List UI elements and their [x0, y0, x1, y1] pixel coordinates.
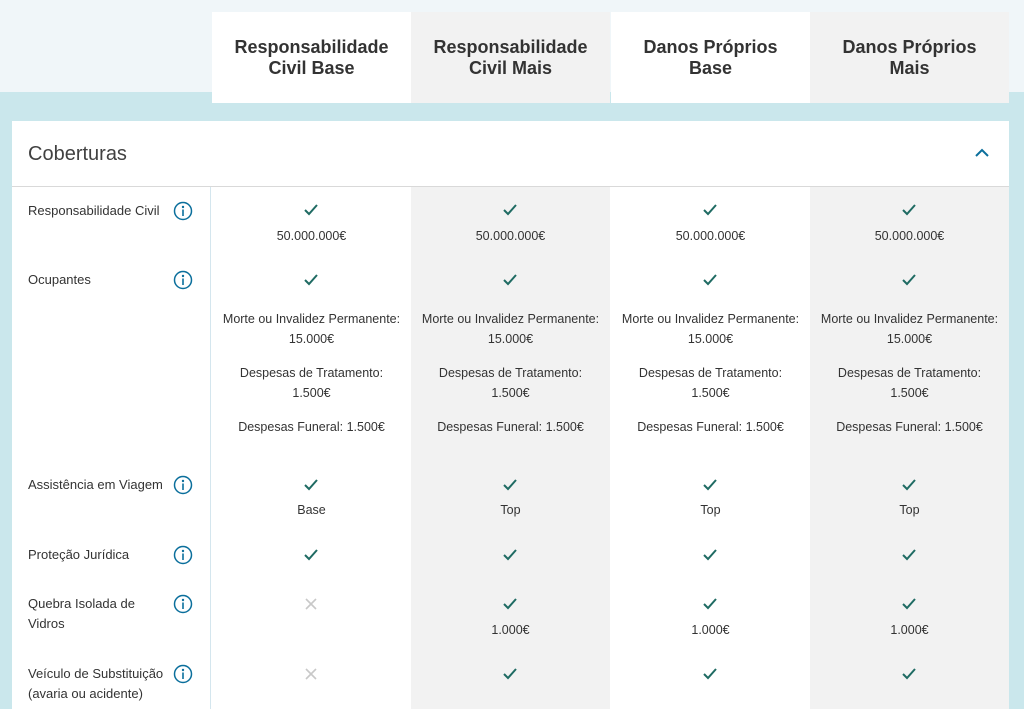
plan-header-rc-base [212, 12, 411, 103]
check-icon [502, 273, 518, 286]
section-title: Coberturas [28, 143, 127, 165]
check-icon [901, 597, 917, 610]
check-icon [901, 667, 917, 680]
check-icon [502, 597, 518, 610]
check-icon [901, 273, 917, 286]
check-icon [901, 203, 917, 216]
detail-funeral: Despesas Funeral: 1.500€ [836, 420, 983, 434]
ocupantes-details [222, 309, 401, 437]
chevron-up-icon[interactable] [974, 147, 990, 159]
detail-tratamento: Despesas de Tratamento: 1.500€ [638, 366, 783, 400]
info-icon[interactable] [173, 475, 193, 495]
cross-icon [304, 597, 318, 611]
plan-header-rc-mais [411, 12, 610, 103]
ocupantes-details [621, 309, 800, 437]
info-icon[interactable] [173, 594, 193, 614]
check-icon [303, 478, 319, 491]
coverage-value: 1.000€ [491, 623, 530, 637]
detail-funeral: Despesas Funeral: 1.500€ [637, 420, 784, 434]
coverage-value: Top [500, 503, 521, 517]
plan-name: Responsabilidade Civil Base [234, 36, 389, 78]
cross-icon [304, 667, 318, 681]
coverages-panel [12, 121, 1009, 709]
detail-tratamento: Despesas de Tratamento: 1.500€ [837, 366, 982, 400]
check-icon [303, 548, 319, 561]
detail-tratamento: Despesas de Tratamento: 1.500€ [438, 366, 583, 400]
plan-name: Responsabilidade Civil Mais [433, 36, 588, 78]
check-icon [502, 478, 518, 491]
row-label-protecao-juridica: Proteção Jurídica [28, 547, 130, 562]
info-icon[interactable] [173, 270, 193, 290]
plan-header-dp-base [611, 12, 810, 103]
check-icon [502, 203, 518, 216]
detail-tratamento: Despesas de Tratamento: 1.500€ [239, 366, 384, 400]
plan-header-dp-mais [810, 12, 1009, 103]
check-icon [901, 548, 917, 561]
check-icon [303, 203, 319, 216]
column-divider [210, 187, 211, 709]
plan-name: Danos Próprios Mais [842, 36, 977, 78]
ocupantes-details [421, 309, 600, 437]
check-icon [702, 273, 718, 286]
coverage-value: Top [700, 503, 721, 517]
coverage-value: 50.000.000€ [675, 229, 746, 243]
detail-morte: Morte ou Invalidez Permanente: 15.000€ [820, 312, 999, 346]
coverage-value: 1.000€ [691, 623, 730, 637]
info-icon[interactable] [173, 545, 193, 565]
detail-morte: Morte ou Invalidez Permanente: 15.000€ [621, 312, 800, 346]
row-label-assistencia-viagem: Assistência em Viagem [28, 477, 163, 492]
coverage-value: 50.000.000€ [874, 229, 945, 243]
detail-funeral: Despesas Funeral: 1.500€ [238, 420, 385, 434]
check-icon [702, 478, 718, 491]
check-icon [502, 667, 518, 680]
coverage-value: 50.000.000€ [475, 229, 546, 243]
row-label-quebra-vidros: Quebra Isolada de Vidros [28, 596, 135, 631]
check-icon [702, 597, 718, 610]
coverages-section-header[interactable] [12, 121, 1009, 187]
info-icon[interactable] [173, 664, 193, 684]
detail-morte: Morte ou Invalidez Permanente: 15.000€ [222, 312, 401, 346]
ocupantes-details [820, 309, 999, 437]
check-icon [303, 273, 319, 286]
check-icon [702, 667, 718, 680]
check-icon [702, 203, 718, 216]
coverage-value: 1.000€ [890, 623, 929, 637]
check-icon [901, 478, 917, 491]
row-label-veiculo-substituicao: Veículo de Substituição (avaria ou acidente) [28, 666, 164, 701]
check-icon [702, 548, 718, 561]
plan-name: Danos Próprios Base [643, 36, 778, 78]
detail-funeral: Despesas Funeral: 1.500€ [437, 420, 584, 434]
coverage-value: Base [297, 503, 326, 517]
coverage-value: Top [899, 503, 920, 517]
coverage-value: 50.000.000€ [276, 229, 347, 243]
row-label-responsabilidade-civil: Responsabilidade Civil [28, 203, 160, 218]
detail-morte: Morte ou Invalidez Permanente: 15.000€ [421, 312, 600, 346]
info-icon[interactable] [173, 201, 193, 221]
check-icon [502, 548, 518, 561]
row-label-ocupantes: Ocupantes [28, 272, 91, 287]
